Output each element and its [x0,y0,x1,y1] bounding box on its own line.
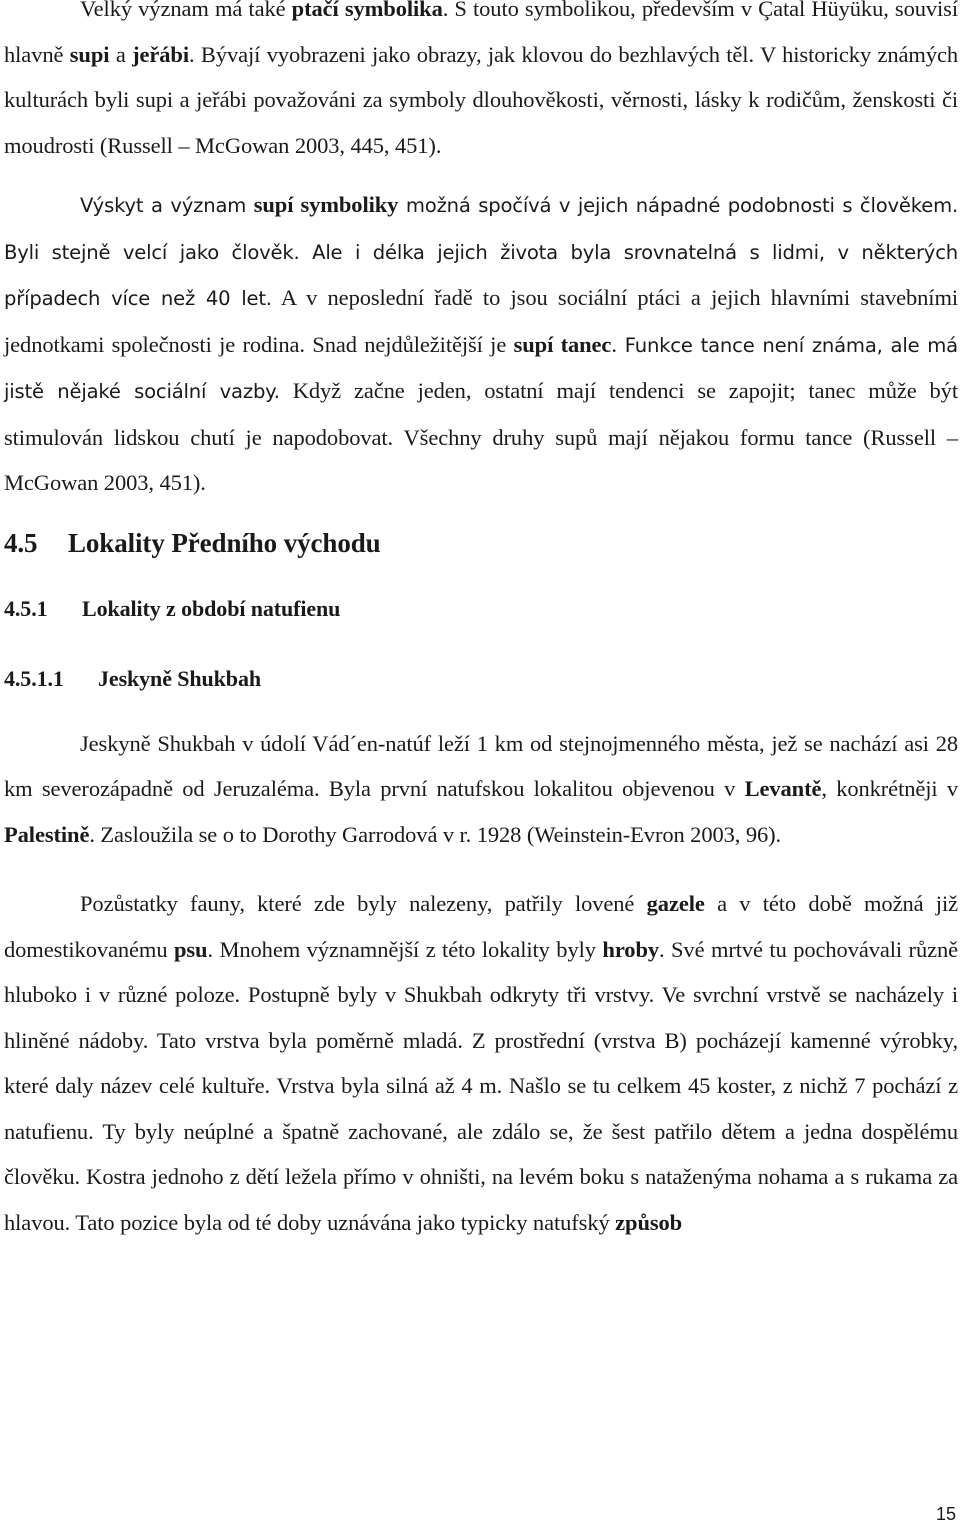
text-run: . Zasloužila se o to Dorothy Garrodová v r. 1928 (Weinstein-Evron 2003, 96). [89,821,782,847]
text-run: . Své mrtvé tu pochovávali různě hluboko i v různé poloze. Postupně byly v Shukbah odkryty tři vrstvy. Ve svrchní vrstvě se nacházely i hliněné nádoby. Tato vrstva byla poměrně mladá. Z prostřední (vrstva B) pocházejí kamenné výrobky, které daly název celé kultuře. Vrstva byla silná až 4 m. Našlo se tu celkem 45 koster, z nichž 7 pochází z natufienu. Ty byly neúplné a špatně zachované, ale zdálo se, že šest patřilo dětem a jedna dospělému člověku. Kostra jednoho z dětí ležela přímo v ohništi, na levém boku s nataženýma nohama a s rukama za hlavou. Tato pozice byla od té doby uznávána jako typicky natufský [4,936,959,1235]
subsection-heading [4,589,958,629]
bold-term: supí symboliky [253,192,399,217]
bold-term: hroby [602,936,660,962]
paragraph-fauna-graves [4,881,958,1245]
text-run: Jeskyně Shukbah v údolí Vád´en-natúf leží 1 km od stejnojmenného města, jež se nachází asi 28 km severozápadně od Jeruzaléma. Byla první natufskou lokalitou objevenou v [4,730,958,801]
text-run: Výskyt a význam [80,194,254,217]
bold-term: Palestině [4,821,90,847]
subsubsection-title: Jeskyně Shukbah [98,665,261,691]
bold-term: způsob [615,1209,683,1235]
text-run: , konkrétněji v [821,776,958,801]
paragraph-shukbah-cave [4,721,958,858]
paragraph-vulture-symbolism [4,182,958,506]
bold-term: ptačí symbolika [291,0,443,21]
text-run: A v neposlední řadě to jsou sociální ptáci a jejich hlavními stavebními jednotkami společnosti je rodina. [4,285,958,357]
bold-term: supi [69,41,110,67]
subsubsection-heading [4,659,958,699]
bold-term: jeřábi [132,41,189,67]
text-run: . Mnohem významnější z této lokality byly [207,936,603,962]
subsection-number: 4.5.1 [4,595,48,621]
subsubsection-number: 4.5.1.1 [4,665,64,691]
document-page [4,0,958,1245]
bold-term: Levantě [744,776,822,801]
text-run: Velký význam má také [80,0,292,21]
text-run: Pozůstatky fauny, které zde byly nalezeny, patřily lovené [80,891,647,916]
bold-term: supí tanec [513,331,612,357]
section-title: Lokality Předního východu [68,527,381,558]
text-run: . Bývají vyobrazeni jako obrazy, jak klovou do bezhlavých těl. V historicky známých kulturách byli supi a jeřábi považováni za symboly dlouhověkosti, věrnosti, lásky k rodičům, ženskosti či moudrosti (Russell – McGowan 2003, 445, 451). [4,41,959,158]
section-number: 4.5 [4,527,38,558]
text-run: Funkce tance není známa, ale má jistě nějaké sociální vazby. [4,333,958,403]
text-run: možná spočívá v jejich nápadné podobnosti s člověkem. Byli stejně velcí jako člověk. [4,194,959,264]
page-number: 15 [935,1504,956,1524]
subsection-title: Lokality z období natufienu [82,595,341,621]
bold-term: psu [173,936,208,962]
text-run: Snad nejdůležitější je [304,331,514,357]
text-run: a [109,41,133,67]
text-run: . S touto symbolikou, především v Çatal Hüyüku, souvisí hlavně [4,0,958,67]
section-heading [4,523,958,563]
text-run: a v této době možná již domestikovanému [4,891,958,962]
paragraph-bird-symbolism [4,0,958,168]
text-run: . [611,331,617,357]
bold-term: gazele [646,891,705,916]
text-run: Ale i délka jejich života byla srovnatelná s lidmi, v některých případech více než 40 let. [4,240,958,310]
text-run: Když začne jeden, ostatní mají tendenci se zapojit; tanec může být stimulován lidskou chutí je napodobovat. Všechny druhy supů mají nějakou formu tance (Russell – McGowan 2003, 451). [4,378,958,495]
